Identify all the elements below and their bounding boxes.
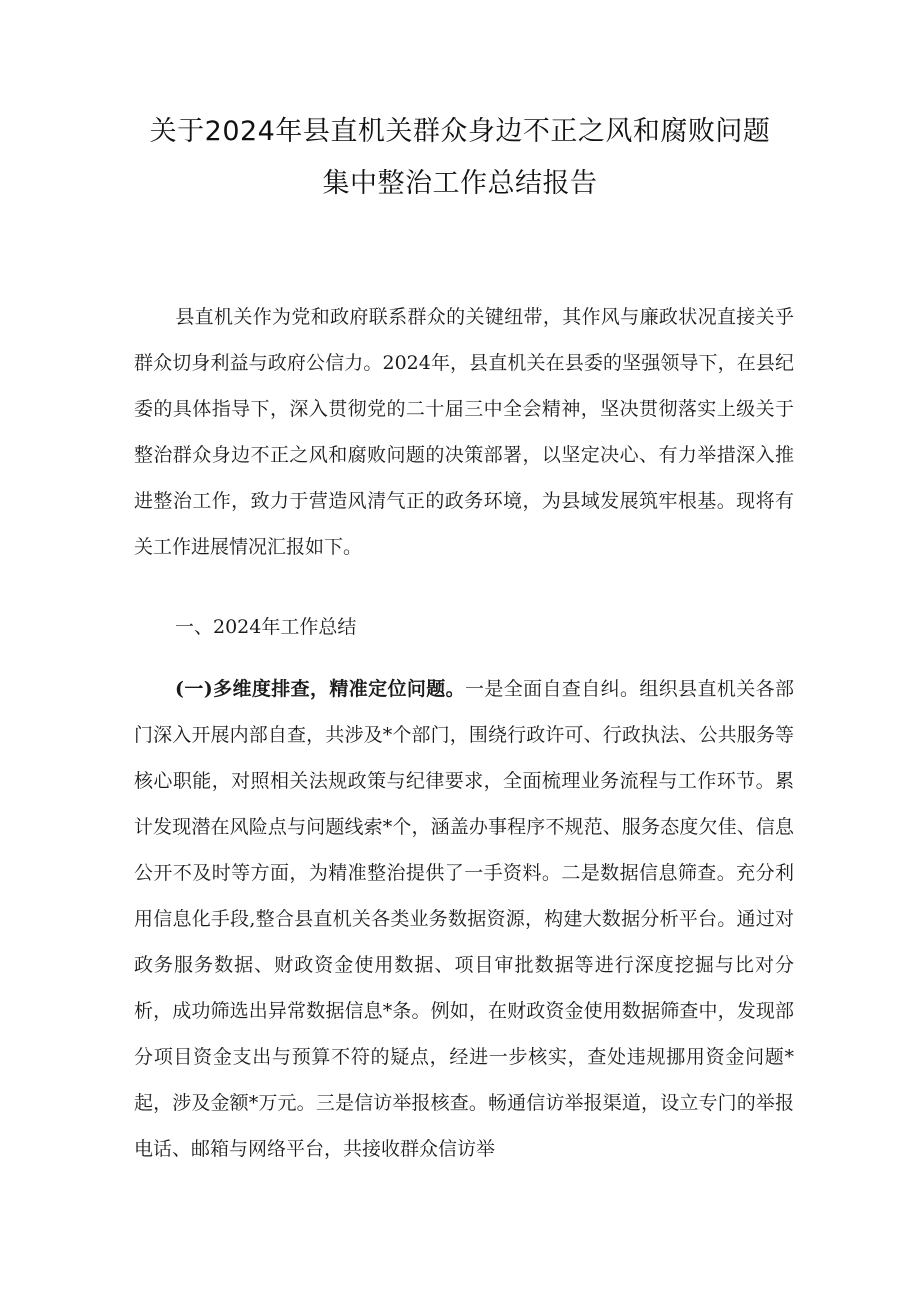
section-paragraph [134,666,794,1172]
document-title-line1: 关于2024年县直机关群众身边不正之风和腐败问题 [149,116,771,147]
intro-paragraph-text: 县直机关作为党和政府联系群众的关键纽带，其作风与廉政状况直接关乎群众切身利益与政府公信力。2024年，县直机关在县委的坚强领导下，在县纪委的具体指导下，深入贯彻党的二十届三中全会精神，坚决贯彻落实上级关于整治群众身边不正之风和腐败问题的决策部署，以坚定决心、有力举措深入推进整治工作，致力于营造风清气正的政务环境，为县域发展筑牢根基。现将有关工作进展情况汇报如下。 [134,306,794,558]
paragraph-lead: (一)多维度排查，精准定位问题。 [175,678,465,700]
section-heading [134,604,794,650]
intro-paragraph [134,294,794,570]
document-title-line2: 集中整治工作总结报告 [322,168,598,199]
section-heading-text: 一、2024年工作总结 [175,616,357,638]
paragraph-body: 一是全面自查自纠。组织县直机关各部门深入开展内部自查，共涉及*个部门，围绕行政许可、行政执法、公共服务等核心职能，对照相关法规政策与纪律要求，全面梳理业务流程与工作环节。累计发现潜在风险点与问题线索*个，涵盖办事程序不规范、服务态度欠佳、信息公开不及时等方面，为精准整治提供了一手资料。二是数据信息筛查。充分利用信息化手段,整合县直机关各类业务数据资源，构建大数据分析平台。通过对政务服务数据、财政资金使用数据、项目审批数据等进行深度挖掘与比对分析，成功筛选出异常数据信息*条。例如，在财政资金使用数据筛查中，发现部分项目资金支出与预算不符的疑点，经进一步核实，查处违规挪用资金问题*起，涉及金额*万元。三是信访举报核查。畅通信访举报渠道，设立专门的举报电话、邮箱与网络平台，共接收群众信访举 [134,678,794,1160]
